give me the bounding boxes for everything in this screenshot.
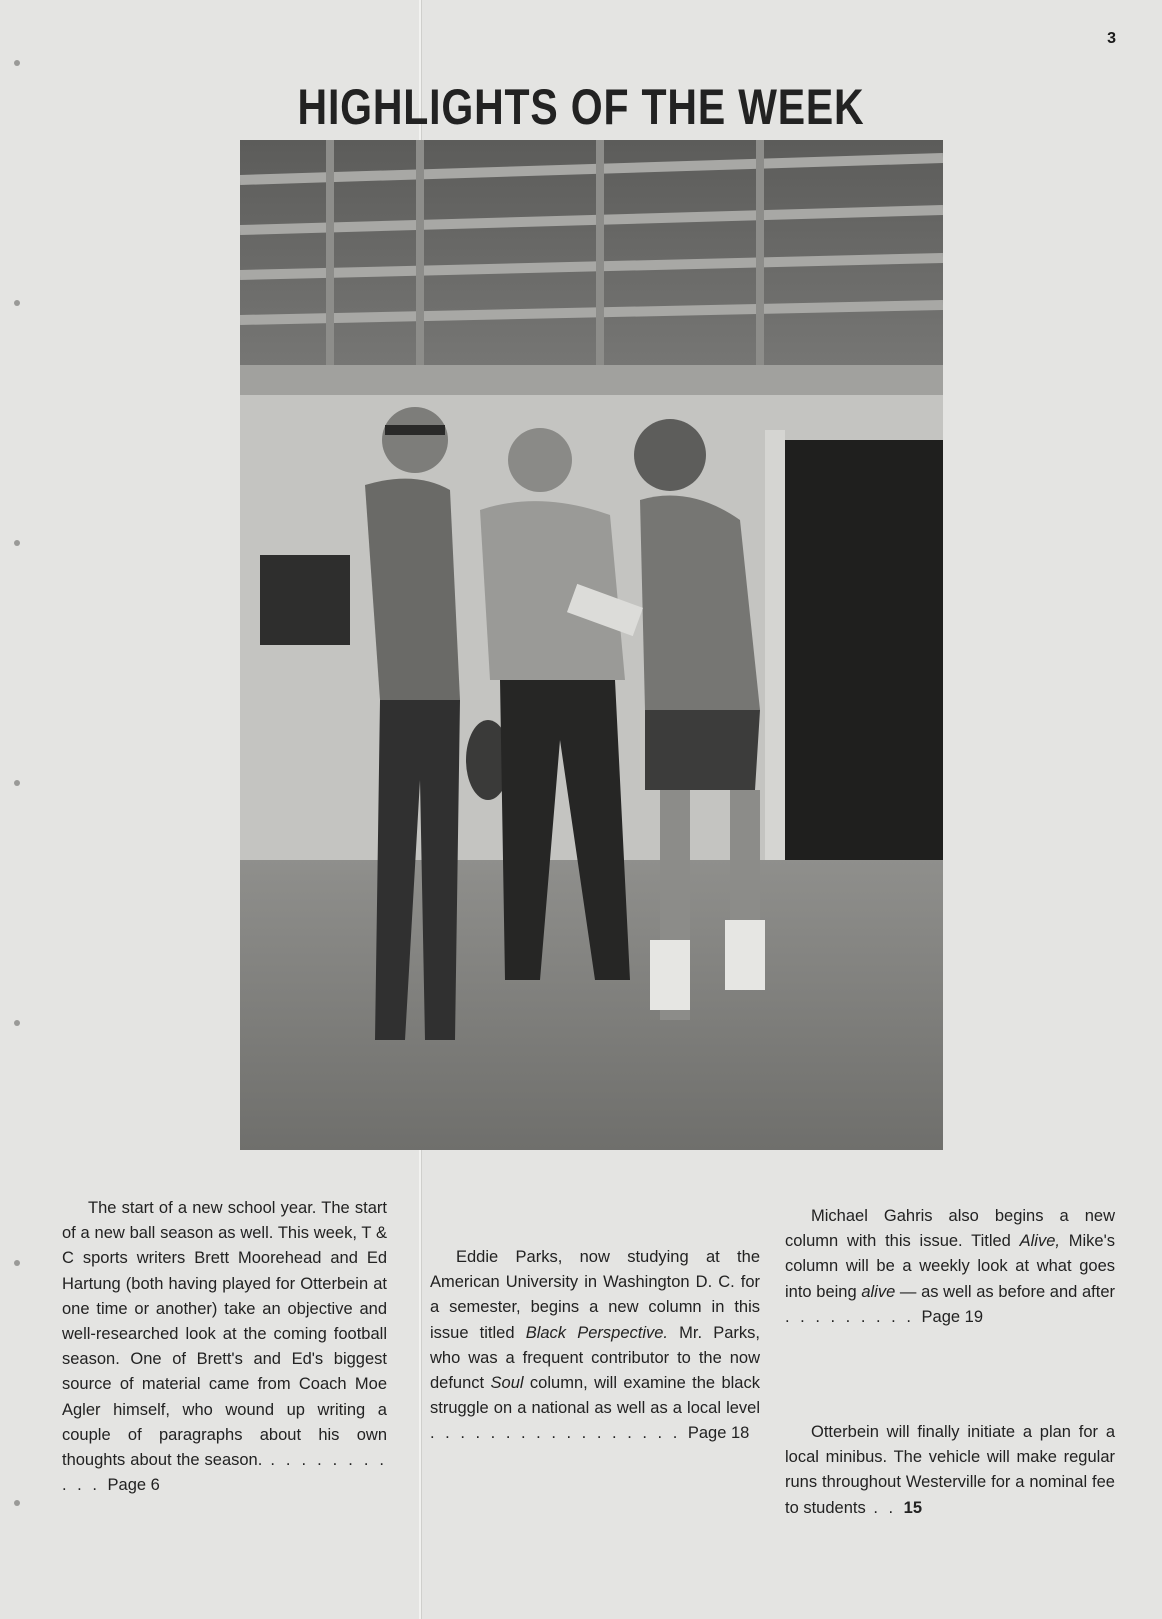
article-minibus-body: Otterbein will finally initiate a plan for a local minibus. The vehicle will make regular runs throughout Westerville for a nominal fee to students <box>785 1423 1115 1517</box>
article-black-perspective <box>430 1245 760 1447</box>
page-number: 3 <box>1107 30 1116 47</box>
alive-word: alive <box>861 1282 896 1301</box>
article-text-segment: Mr. Parks, who was a frequent contributor to the now defunct <box>430 1323 761 1393</box>
article-alive <box>785 1204 1115 1330</box>
column-title: Black Perspective. <box>525 1323 669 1342</box>
article-text-segment: Mike's column will be a weekly look at what goes into being <box>785 1232 1115 1301</box>
photo-illustration <box>240 140 943 1150</box>
binding-hole-mark <box>14 540 20 546</box>
dot-leader: . . . . . . . . . . . . . . . . . <box>430 1424 688 1443</box>
binding-hole-mark <box>14 60 20 66</box>
binding-hole-mark <box>14 300 20 306</box>
binding-hole-mark <box>14 780 20 786</box>
page-headline: HIGHLIGHTS OF THE WEEK <box>297 79 865 135</box>
feature-photo <box>240 140 943 1150</box>
article-sports-preview <box>62 1196 387 1498</box>
article-minibus-text <box>785 1420 1115 1521</box>
page-reference: Page 19 <box>921 1307 984 1326</box>
article-text-segment: — as well as before and after <box>895 1282 1115 1301</box>
article-text-segment: Michael Gahris also begins a new column with this issue. Titled <box>785 1207 1115 1251</box>
article-black-perspective-text <box>430 1245 760 1447</box>
page-reference: 15 <box>903 1498 923 1517</box>
article-minibus <box>785 1420 1115 1521</box>
article-text-segment: Eddie Parks, now studying at the American University in Washington D. C. for a semester, begins a new column in this issue titled <box>430 1248 760 1342</box>
dot-leader: . . . . . . . . . . . <box>62 1451 387 1495</box>
page-reference: Page 6 <box>107 1476 160 1495</box>
column-title: Alive, <box>1019 1232 1060 1251</box>
dot-leader: . . . . . . . . . <box>785 1307 922 1326</box>
article-sports-text <box>62 1196 387 1498</box>
column-title-soul: Soul <box>490 1374 524 1393</box>
dot-leader: . . <box>865 1498 904 1517</box>
wall-window <box>260 555 350 645</box>
doorway <box>780 440 943 910</box>
article-text-segment: column, will examine the black struggle on a national as well as a local level <box>430 1374 760 1418</box>
page-reference: Page 18 <box>687 1424 750 1443</box>
binding-hole-mark <box>14 1500 20 1506</box>
binding-hole-mark <box>14 1260 20 1266</box>
binding-hole-mark <box>14 1020 20 1026</box>
article-alive-text <box>785 1204 1115 1330</box>
article-sports-body: The start of a new school year. The start of a new ball season as well. This week, T & C sports writers Brett Moorehead and Ed Hartung (both having played for Otterbein at one time or another) take an objective and well-researched look at the coming football season. One of Brett's and Ed's biggest source of material came from Coach Moe Agler himself, who wound up writing a couple of paragraphs about his own thoughts about the season. <box>62 1199 387 1470</box>
